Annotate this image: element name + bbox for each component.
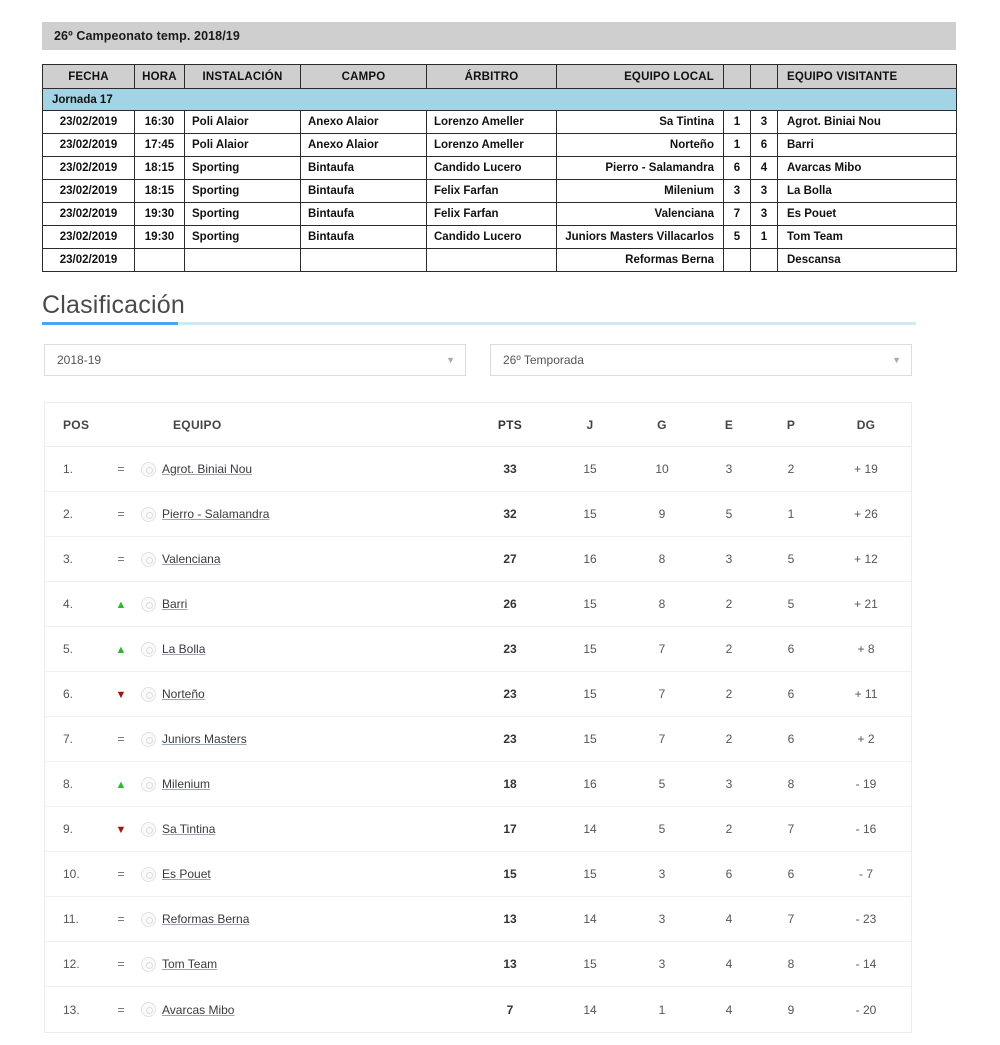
cell-pos: 12. <box>63 957 80 971</box>
trend-equal-icon: = <box>117 732 125 746</box>
table-row[interactable] <box>45 987 911 1032</box>
title-rule-accent <box>42 322 178 325</box>
cell-pos: 10. <box>63 867 80 881</box>
cell-p: 8 <box>787 957 795 971</box>
cell-pts: 15 <box>503 867 517 881</box>
cell-j: 15 <box>583 957 597 971</box>
table-row[interactable] <box>43 249 957 272</box>
cell-goles-visitante: 3 <box>751 111 778 134</box>
table-row[interactable] <box>43 157 957 180</box>
cell-campo: Anexo Alaior <box>301 134 427 157</box>
cell-arbitro: Felix Farfan <box>427 180 557 203</box>
matches-table <box>42 64 957 272</box>
standings-table <box>44 402 912 1033</box>
cell-e: 3 <box>725 462 733 476</box>
cell-equipo <box>137 912 467 927</box>
trend-equal-icon: = <box>117 957 125 971</box>
cell-campo: Bintaufa <box>301 180 427 203</box>
cell-goles-local: 1 <box>724 134 751 157</box>
team-link[interactable]: Juniors Masters <box>162 732 247 746</box>
col-header-j: J <box>586 417 594 432</box>
cell-trend <box>105 642 137 656</box>
cell-equipo <box>137 867 467 882</box>
cell-pos: 3. <box>63 552 74 566</box>
cell-trend <box>105 597 137 611</box>
cell-instalacion: Sporting <box>185 203 301 226</box>
cell-equipo <box>137 957 467 972</box>
table-row[interactable] <box>45 762 911 807</box>
cell-trend <box>105 1003 137 1017</box>
team-logo-icon <box>141 912 156 927</box>
cell-equipo <box>137 822 467 837</box>
team-logo-icon <box>141 777 156 792</box>
cell-e: 5 <box>725 507 733 521</box>
season-select-value: 2018-19 <box>57 353 102 367</box>
cell-hora: 19:30 <box>135 226 185 249</box>
cell-pos: 7. <box>63 732 74 746</box>
table-row[interactable] <box>45 897 911 942</box>
chevron-down-icon: ▼ <box>446 354 455 365</box>
table-row[interactable] <box>45 582 911 627</box>
cell-goles-visitante: 3 <box>751 203 778 226</box>
cell-p: 8 <box>787 777 795 791</box>
col-header-fecha: FECHA <box>43 65 135 89</box>
cell-campo: Bintaufa <box>301 226 427 249</box>
cell-g: 5 <box>658 822 666 836</box>
cell-pts: 7 <box>506 1002 514 1017</box>
cell-dg: - 16 <box>855 822 877 836</box>
cell-e: 2 <box>725 822 733 836</box>
cell-pts: 26 <box>503 597 517 611</box>
cell-e: 3 <box>725 777 733 791</box>
cell-goles-visitante: 6 <box>751 134 778 157</box>
team-link[interactable]: Milenium <box>162 777 211 791</box>
trend-up-icon: ▲ <box>115 599 127 611</box>
cell-g: 3 <box>658 912 666 926</box>
cell-arbitro: Lorenzo Ameller <box>427 134 557 157</box>
col-header-equipo-local: EQUIPO LOCAL <box>557 65 724 89</box>
cell-trend <box>105 822 137 836</box>
temporada-select[interactable] <box>490 344 912 376</box>
cell-instalacion: Poli Alaior <box>185 134 301 157</box>
cell-e: 6 <box>725 867 733 881</box>
cell-pts: 17 <box>503 822 517 836</box>
cell-trend <box>105 957 137 971</box>
cell-equipo-visitante: Barri <box>778 134 957 157</box>
cell-g: 7 <box>658 687 666 701</box>
team-logo-icon <box>141 732 156 747</box>
matches-body <box>43 89 957 272</box>
cell-dg: + 26 <box>854 507 878 521</box>
cell-fecha: 23/02/2019 <box>43 203 135 226</box>
col-header-hora: HORA <box>135 65 185 89</box>
cell-equipo-visitante: La Bolla <box>778 180 957 203</box>
cell-e: 2 <box>725 687 733 701</box>
cell-equipo-local: Reformas Berna <box>557 249 724 272</box>
cell-campo: Bintaufa <box>301 157 427 180</box>
cell-goles-local: 7 <box>724 203 751 226</box>
col-header-goles-local <box>724 65 751 89</box>
trend-up-icon: ▲ <box>115 644 127 656</box>
table-row[interactable] <box>45 942 911 987</box>
team-link[interactable]: La Bolla <box>162 642 206 656</box>
cell-campo <box>301 249 427 272</box>
cell-trend <box>105 687 137 701</box>
cell-pts: 23 <box>503 732 517 746</box>
trend-equal-icon: = <box>117 552 125 566</box>
cell-j: 15 <box>583 687 597 701</box>
cell-equipo <box>137 507 467 522</box>
cell-trend <box>105 777 137 791</box>
cell-goles-local: 3 <box>724 180 751 203</box>
cell-arbitro: Lorenzo Ameller <box>427 111 557 134</box>
team-logo-icon <box>141 597 156 612</box>
cell-hora: 16:30 <box>135 111 185 134</box>
trend-up-icon: ▲ <box>115 779 127 791</box>
cell-pts: 33 <box>503 462 517 476</box>
cell-pts: 23 <box>503 687 517 701</box>
cell-hora: 17:45 <box>135 134 185 157</box>
cell-p: 2 <box>787 462 795 476</box>
cell-dg: - 20 <box>855 1002 877 1017</box>
temporada-select-value: 26º Temporada <box>503 353 584 367</box>
cell-dg: - 14 <box>855 957 877 971</box>
cell-e: 4 <box>725 1002 733 1017</box>
cell-pts: 13 <box>503 957 517 971</box>
cell-trend <box>105 912 137 926</box>
col-header-pos: POS <box>63 417 90 432</box>
cell-goles-local: 6 <box>724 157 751 180</box>
cell-e: 2 <box>725 642 733 656</box>
cell-g: 7 <box>658 642 666 656</box>
cell-p: 5 <box>787 597 795 611</box>
cell-g: 8 <box>658 597 666 611</box>
team-link[interactable]: Es Pouet <box>162 867 211 881</box>
cell-equipo <box>137 552 467 567</box>
cell-arbitro: Candido Lucero <box>427 157 557 180</box>
standings-header-row <box>45 403 911 447</box>
championship-banner-text: 26º Campeonato temp. 2018/19 <box>54 29 240 43</box>
cell-equipo-local: Valenciana <box>557 203 724 226</box>
cell-instalacion: Poli Alaior <box>185 111 301 134</box>
team-logo-icon <box>141 957 156 972</box>
cell-equipo <box>137 1002 467 1017</box>
cell-arbitro: Candido Lucero <box>427 226 557 249</box>
cell-goles-visitante: 1 <box>751 226 778 249</box>
team-logo-icon <box>141 687 156 702</box>
cell-dg: - 19 <box>855 777 877 791</box>
cell-pos: 11. <box>63 912 79 926</box>
cell-pos: 2. <box>63 507 74 521</box>
table-row[interactable] <box>43 134 957 157</box>
cell-dg: + 19 <box>854 462 878 476</box>
cell-g: 7 <box>658 732 666 746</box>
cell-goles-visitante: 4 <box>751 157 778 180</box>
cell-j: 15 <box>583 462 597 476</box>
cell-dg: + 2 <box>857 732 875 746</box>
cell-pts: 13 <box>503 912 517 926</box>
cell-j: 15 <box>583 867 597 881</box>
cell-goles-visitante: 3 <box>751 180 778 203</box>
cell-p: 6 <box>787 867 795 881</box>
cell-equipo-local: Norteño <box>557 134 724 157</box>
cell-g: 3 <box>658 867 666 881</box>
cell-pts: 27 <box>503 552 517 566</box>
team-link[interactable]: Tom Team <box>162 957 218 971</box>
cell-equipo <box>137 642 467 657</box>
team-logo-icon <box>141 507 156 522</box>
cell-g: 10 <box>655 462 669 476</box>
col-header-pts: PTS <box>497 417 523 432</box>
team-link[interactable]: Valenciana <box>162 552 221 566</box>
cell-trend <box>105 507 137 521</box>
table-row[interactable] <box>43 203 957 226</box>
cell-goles-local <box>724 249 751 272</box>
col-header-p: P <box>786 417 796 432</box>
col-header-dg: DG <box>856 417 876 432</box>
jornada-label: Jornada 17 <box>43 89 957 111</box>
chevron-down-icon: ▼ <box>892 354 901 365</box>
cell-trend <box>105 462 137 476</box>
cell-j: 15 <box>583 507 597 521</box>
trend-equal-icon: = <box>117 867 125 881</box>
cell-g: 5 <box>658 777 666 791</box>
team-link[interactable]: Reformas Berna <box>162 912 250 926</box>
table-row[interactable] <box>43 226 957 249</box>
cell-pos: 9. <box>63 822 74 836</box>
col-header-e: E <box>724 417 734 432</box>
team-link[interactable]: Norteño <box>162 687 205 701</box>
cell-campo: Bintaufa <box>301 203 427 226</box>
col-header-goles-visitante <box>751 65 778 89</box>
cell-pos: 4. <box>63 597 74 611</box>
table-row[interactable] <box>43 111 957 134</box>
cell-trend <box>105 732 137 746</box>
cell-pos: 8. <box>63 777 74 791</box>
cell-fecha: 23/02/2019 <box>43 180 135 203</box>
trend-down-icon: ▼ <box>115 689 127 701</box>
cell-equipo-local: Milenium <box>557 180 724 203</box>
team-link[interactable]: Agrot. Biniai Nou <box>162 462 253 476</box>
col-header-equipo: EQUIPO <box>173 417 222 432</box>
team-logo-icon <box>141 867 156 882</box>
cell-fecha: 23/02/2019 <box>43 249 135 272</box>
cell-j: 15 <box>583 732 597 746</box>
cell-e: 4 <box>725 912 733 926</box>
table-row[interactable] <box>45 447 911 492</box>
col-header-instalacion: INSTALACIÓN <box>185 65 301 89</box>
team-logo-icon <box>141 462 156 477</box>
standings-body <box>45 447 911 1032</box>
cell-pts: 23 <box>503 642 517 656</box>
cell-goles-local: 5 <box>724 226 751 249</box>
cell-instalacion: Sporting <box>185 226 301 249</box>
cell-dg: - 23 <box>855 912 877 926</box>
cell-equipo <box>137 462 467 477</box>
cell-dg: + 11 <box>854 687 878 701</box>
cell-dg: + 8 <box>857 642 875 656</box>
cell-p: 5 <box>787 552 795 566</box>
cell-fecha: 23/02/2019 <box>43 134 135 157</box>
cell-j: 14 <box>583 822 597 836</box>
cell-equipo-local: Pierro - Salamandra <box>557 157 724 180</box>
col-header-arbitro: ÁRBITRO <box>427 65 557 89</box>
trend-down-icon: ▼ <box>115 824 127 836</box>
cell-equipo <box>137 732 467 747</box>
cell-equipo <box>137 597 467 612</box>
cell-instalacion: Sporting <box>185 180 301 203</box>
cell-p: 6 <box>787 687 795 701</box>
cell-instalacion <box>185 249 301 272</box>
cell-fecha: 23/02/2019 <box>43 111 135 134</box>
cell-goles-local: 1 <box>724 111 751 134</box>
table-row[interactable] <box>45 852 911 897</box>
cell-e: 2 <box>725 597 733 611</box>
table-row[interactable] <box>45 627 911 672</box>
cell-equipo-visitante: Tom Team <box>778 226 957 249</box>
table-row[interactable] <box>43 180 957 203</box>
cell-p: 9 <box>787 1002 795 1017</box>
cell-fecha: 23/02/2019 <box>43 157 135 180</box>
cell-j: 16 <box>583 777 597 791</box>
trend-equal-icon: = <box>117 1002 125 1017</box>
cell-p: 7 <box>787 912 795 926</box>
team-link[interactable]: Avarcas Mibo <box>162 1002 235 1017</box>
table-row[interactable] <box>45 717 911 762</box>
cell-equipo <box>137 687 467 702</box>
table-row[interactable] <box>45 807 911 852</box>
team-logo-icon <box>141 1002 156 1017</box>
cell-j: 14 <box>583 912 597 926</box>
cell-pts: 32 <box>503 507 517 521</box>
season-select[interactable] <box>44 344 466 376</box>
cell-j: 15 <box>583 642 597 656</box>
team-logo-icon <box>141 822 156 837</box>
cell-g: 1 <box>658 1002 666 1017</box>
cell-hora: 18:15 <box>135 157 185 180</box>
cell-equipo <box>137 777 467 792</box>
cell-dg: + 21 <box>854 597 878 611</box>
page-title: Clasificación <box>42 291 185 319</box>
championship-banner <box>42 22 956 50</box>
cell-p: 6 <box>787 642 795 656</box>
cell-goles-visitante <box>751 249 778 272</box>
cell-p: 7 <box>787 822 795 836</box>
cell-hora: 18:15 <box>135 180 185 203</box>
matches-header-row <box>43 65 957 89</box>
cell-j: 16 <box>583 552 597 566</box>
cell-arbitro: Felix Farfan <box>427 203 557 226</box>
cell-pos: 5. <box>63 642 74 656</box>
cell-hora <box>135 249 185 272</box>
cell-arbitro <box>427 249 557 272</box>
team-link[interactable]: Pierro - Salamandra <box>162 507 270 521</box>
team-logo-icon <box>141 552 156 567</box>
cell-e: 2 <box>725 732 733 746</box>
cell-equipo-visitante: Avarcas Mibo <box>778 157 957 180</box>
cell-pos: 1. <box>63 462 74 476</box>
trend-equal-icon: = <box>117 507 125 521</box>
cell-trend <box>105 867 137 881</box>
table-row[interactable] <box>45 672 911 717</box>
team-link[interactable]: Barri <box>162 597 188 611</box>
cell-equipo-local: Sa Tintina <box>557 111 724 134</box>
cell-hora: 19:30 <box>135 203 185 226</box>
cell-g: 3 <box>658 957 666 971</box>
cell-e: 4 <box>725 957 733 971</box>
cell-equipo-visitante: Es Pouet <box>778 203 957 226</box>
cell-equipo-visitante: Agrot. Biniai Nou <box>778 111 957 134</box>
table-row[interactable] <box>45 537 911 582</box>
cell-campo: Anexo Alaior <box>301 111 427 134</box>
trend-equal-icon: = <box>117 462 125 476</box>
cell-g: 8 <box>658 552 666 566</box>
cell-p: 6 <box>787 732 795 746</box>
cell-g: 9 <box>658 507 666 521</box>
cell-trend <box>105 552 137 566</box>
jornada-band-row <box>43 89 957 111</box>
cell-fecha: 23/02/2019 <box>43 226 135 249</box>
cell-j: 14 <box>583 1002 597 1017</box>
cell-e: 3 <box>725 552 733 566</box>
table-row[interactable] <box>45 492 911 537</box>
col-header-campo: CAMPO <box>301 65 427 89</box>
col-header-g: G <box>657 417 667 432</box>
team-logo-icon <box>141 642 156 657</box>
cell-pts: 18 <box>503 777 517 791</box>
cell-pos: 13. <box>63 1002 80 1017</box>
team-link[interactable]: Sa Tintina <box>162 822 216 836</box>
col-header-equipo-visitante: EQUIPO VISITANTE <box>778 65 957 89</box>
cell-dg: + 12 <box>854 552 878 566</box>
cell-equipo-local: Juniors Masters Villacarlos <box>557 226 724 249</box>
trend-equal-icon: = <box>117 912 125 926</box>
cell-equipo-visitante: Descansa <box>778 249 957 272</box>
cell-p: 1 <box>787 507 795 521</box>
cell-dg: - 7 <box>858 867 873 881</box>
cell-j: 15 <box>583 597 597 611</box>
cell-instalacion: Sporting <box>185 157 301 180</box>
cell-pos: 6. <box>63 687 74 701</box>
